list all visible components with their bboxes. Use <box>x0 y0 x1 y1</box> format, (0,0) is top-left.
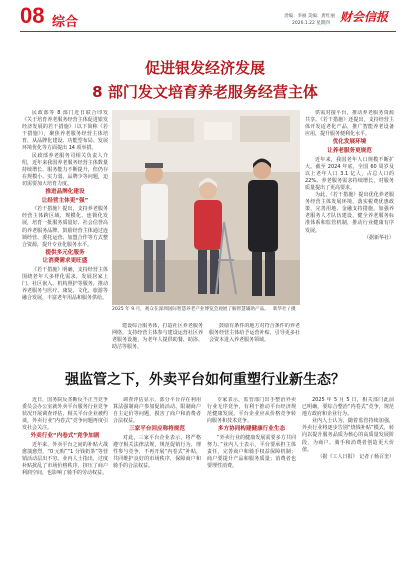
editor-credits: 责编：李丽 美编：唐红丽 <box>284 14 335 19</box>
paragraph: 民政部养老服务司相关负责人介绍，近年来我国养老服务经营主体数量持续增长、服务能力不断提升，但仍存在规模小、实力弱、品牌少等问题，迫切需要加大培育力度。 <box>22 152 108 187</box>
article2-title: 强监管之下，外卖平台如何重塑行业新生态？ <box>65 372 345 388</box>
subheading: 让消费需求更旺盛 <box>42 258 88 265</box>
page-number: 08 <box>20 3 45 28</box>
article1-title-line1: 促进银发经济发展 <box>144 59 265 77</box>
photo-caption <box>112 307 300 313</box>
subheading: 多方协同构建健康行业生态 <box>217 426 286 433</box>
newspaper-logo: 财会信报 <box>340 10 389 24</box>
paragraph: 近日，国务院反垄断反不正当竞争委员会办公室就外卖平台服务行业竞争状况开展调查评估，相关平台企业被约谈，外卖行业“内卷式”竞争问题再度引发社会关注。 <box>22 397 108 432</box>
subheading: 三家平台回应称将规范 <box>129 426 185 433</box>
article2-column-2 <box>113 397 201 569</box>
article1-mid-column-a <box>112 323 203 363</box>
article1-mid-column-b <box>209 323 300 363</box>
paragraph: 业内人士认为，随着监管持续加强，外卖行业将逐步告别“烧钱补贴”模式，转向以提升服务品质为核心的高质量发展阶段，为商户、骑手和消费者创造更大价值。 <box>302 418 394 453</box>
paragraph: 对此，三家平台企业表示，将严格遵守相关法律法规，规范促销行为，理性参与竞争，不再开展“内卷式”补贴，共同维护良好的市场秩序，保障商户和骑手的合法权益。 <box>113 434 201 470</box>
paragraph: 建设综合服务体，打造社区养老服务网络，支持经营主体参与建设运营社区养老服务设施，为老年人提供助餐、助浴、助洁等服务。 <box>112 323 203 351</box>
paragraph: 近年来，外卖平台之间的补贴大战愈演愈烈，“0 元购”“1 分钱奶茶”等营销活动层出不穷。业内人士指出，过度补贴扰乱了市场价格秩序，挤压了商户利润空间，也影响了骑手的劳动权益。 <box>22 442 108 477</box>
paragraph: 调查评估显示，部分平台存在利用算法强制商户参加促销活动、限制商户自主定价等问题，损害了商户和消费者合法权益。 <box>113 397 201 425</box>
byline: （据新华社） <box>363 234 394 241</box>
section-name: 综合 <box>52 15 79 30</box>
article1-left-column <box>22 110 108 362</box>
issue-date: 2026.1.22 星期四 <box>292 21 330 26</box>
article1-title-line2: 8 部门发文培育养老服务经营主体 <box>92 83 318 101</box>
article2-column-3 <box>207 397 296 569</box>
caption-text: 2025 年 9 月，观众在深圳国际智慧养老产业博览会观展了解智慧辅助产品。 <box>112 307 269 312</box>
header-rule <box>20 31 396 32</box>
paragraph: 鼓励有条件的地方对符合条件的养老服务经营主体给予运营补贴，引导更多社会资本进入养老服务领域。 <box>209 323 300 344</box>
subheading: 推进品牌化建设 <box>45 189 85 196</box>
paragraph: 供需对接平台，推动养老服务资源共享。《若干措施》还提出，支持经营主体开发适老化产品，推广智能养老设备应用，提升服务便利化水平。 <box>305 110 394 138</box>
paragraph: 《若干措施》提出，支持养老服务经营主体跨区域、规模化、连锁化发展，培育一批服务质量好、社会信誉高的养老服务品牌。鼓励经营主体通过连锁经营、委托运营、加盟合作等方式整合资源，提升专业化服务水平。 <box>22 206 108 248</box>
subheading: 提供多元化服务 <box>45 249 85 256</box>
article1-photo <box>112 110 300 305</box>
article2-column-1 <box>22 397 108 569</box>
paragraph: 近年来，我国老年人口规模不断扩大。截至 2024 年底，全国 60 周岁及以上老年人口 3.1 亿人，占总人口的 22%。养老服务需求持续增长，对服务质量提出了更高要求。 <box>305 156 394 191</box>
paragraph: 2025 年 5 月 5 日，相关部门此前已明确，要综合整治“内卷式”竞争，规范地方政府和企业行为。 <box>302 397 394 418</box>
subheading: 外卖行业“内卷式”竞争加剧 <box>30 433 100 440</box>
paragraph: 《若干措施》明确，支持经营主体围绕老年人多样化需求，发展居家上门、社区嵌入、机构照护等服务，推动养老服务与医疗、康复、文化、旅游等融合发展，丰富老年用品和服务供给。 <box>22 266 108 302</box>
article1-right-column <box>305 110 394 362</box>
paragraph: 民政部等 8 部门近日联合印发《关于培育养老服务经营主体促进银发经济发展的若干措施》（以下简称《若干措施》），聚焦养老服务经营主体培育，从品牌化建设、功能型布局、发展环境优化等方面提出 14 项举措。 <box>22 110 108 152</box>
subheading: 让养老服务更规范 <box>327 147 372 154</box>
subheading: 优化发展环境 <box>332 139 367 146</box>
byline: （据《工人日报》 记者 / 杨召奎） <box>317 453 394 460</box>
paragraph: 专家表示，监管部门出手整治外卖行业无序竞争，有利于推动平台经济规范健康发展。平台企业应从价格竞争转向服务和技术竞争。 <box>207 397 296 425</box>
subheading: 让经营主体更“强” <box>41 197 89 204</box>
expo-photo-image <box>112 110 300 305</box>
article2-column-4 <box>302 397 394 569</box>
paragraph: “外卖行业的健康发展需要多方共同努力。”业内人士表示，平台要承担主体责任，完善商户和骑手权益保障机制；商户要提升产品和服务质量；消费者也要理性消费。 <box>207 434 296 470</box>
caption-credit: 新华社 / 摄 <box>272 307 296 312</box>
paragraph: 为此，《若干措施》提出优化养老服务经营主体发展环境，落实税费优惠政策，完善用地、金融支持措施，加强养老服务人才队伍建设，健全养老服务标准体系和监管机制，推动行业健康有序发展。 <box>305 192 394 234</box>
